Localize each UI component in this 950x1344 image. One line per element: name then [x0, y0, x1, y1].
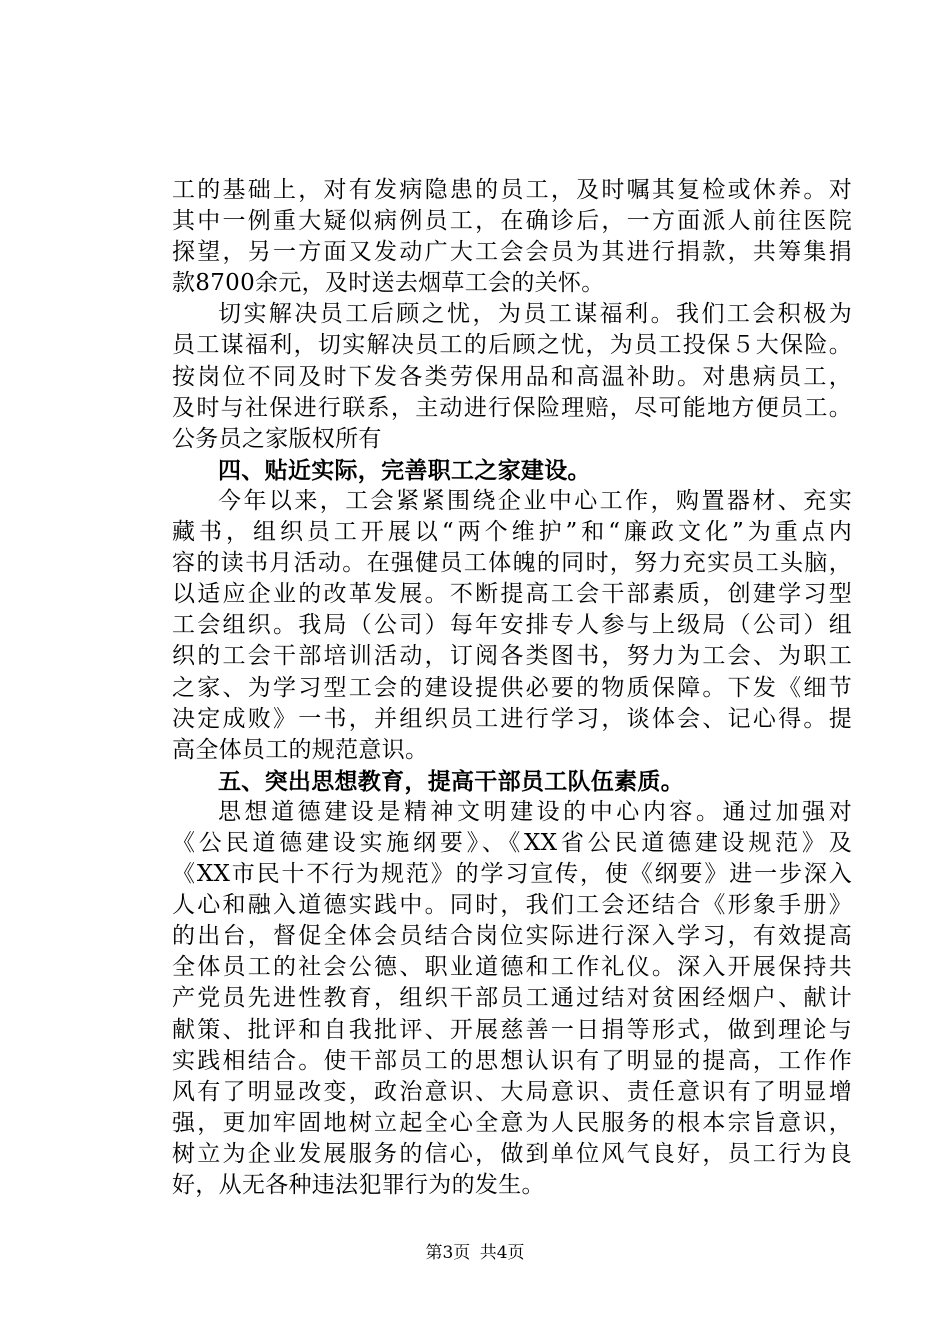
text-line: 《公民道德建设实施纲要》、《XX省公民道德建设规范》及 [172, 829, 852, 856]
text-line: 工的基础上，对有发病隐患的员工，及时嘱其复检或休养。对 [172, 177, 852, 203]
text-line: 及时与社保进行联系，主动进行保险理赔，尽可能地方便员工。 [172, 394, 852, 421]
text-line: 今年以来，工会紧紧围绕企业中心工作，购置器材、充实 [218, 487, 852, 514]
text-line: 以适应企业的改革发展。不断提高工会干部素质，创建学习型 [172, 581, 852, 608]
text-line: 全体员工的社会公德、职业道德和工作礼仪。深入开展保持共 [172, 954, 852, 981]
text-line: 强，更加牢固地树立起全心全意为人民服务的根本宗旨意识， [172, 1109, 852, 1136]
text-line: 人心和融入道德实践中。同时，我们工会还结合《形象手册》 [172, 892, 852, 919]
paragraph [172, 175, 852, 299]
text-line: 按岗位不同及时下发各类劳保用品和高温补助。对患病员工， [172, 363, 852, 390]
paragraph [172, 797, 852, 1201]
text-line: 四、贴近实际，完善职工之家建设。 [218, 456, 591, 484]
text-line: 好，从无各种违法犯罪行为的发生。 [172, 1172, 545, 1198]
text-line: 公务员之家版权所有 [172, 425, 382, 452]
text-line: 五、突出思想教育，提高干部员工队伍素质。 [218, 767, 684, 795]
text-line: 员工谋福利，切实解决员工的后顾之忧，为员工投保５大保险。 [172, 332, 852, 359]
text-line: 实践相结合。使干部员工的思想认识有了明显的提高，工作作 [172, 1047, 852, 1074]
text-line: 款8700余元，及时送去烟草工会的关怀。 [172, 270, 605, 297]
text-line: 《XX市民十不行为规范》的学习宣传，使《纲要》进一步深入 [172, 861, 852, 888]
paragraph [172, 299, 852, 454]
text-line: 之家、为学习型工会的建设提供必要的物质保障。下发《细节 [172, 674, 852, 701]
section-heading [172, 766, 852, 797]
text-line: 切实解决员工后顾之忧，为员工谋福利。我们工会积极为 [218, 301, 852, 328]
page-footer [0, 1243, 950, 1263]
text-line: 容的读书月活动。在强健员工体魄的同时，努力充实员工头脑， [172, 550, 852, 577]
section-heading [172, 455, 852, 486]
text-line: 风有了明显改变，政治意识、大局意识、责任意识有了明显增 [172, 1078, 852, 1105]
paragraph [172, 486, 852, 766]
text-line: 织的工会干部培训活动，订阅各类图书，努力为工会、为职工 [172, 643, 852, 670]
text-line: 决定成败》一书，并组织员工进行学习，谈体会、记心得。提 [172, 705, 852, 732]
text-line: 高全体员工的规范意识。 [172, 736, 429, 763]
document-body [172, 175, 852, 1201]
page-number: 第3页 [425, 1243, 471, 1263]
text-line: 工会组织。我局（公司）每年安排专人参与上级局（公司）组 [172, 612, 852, 639]
text-line: 其中一例重大疑似病例员工，在确诊后，一方面派人前往医院 [172, 208, 852, 235]
text-line: 的出台，督促全体会员结合岗位实际进行深入学习，有效提高 [172, 923, 852, 950]
text-line: 树立为企业发展服务的信心，做到单位风气良好，员工行为良 [172, 1140, 852, 1167]
page-total: 共4页 [479, 1243, 525, 1263]
text-line: 献策、批评和自我批评、开展慈善一日捐等形式，做到理论与 [172, 1016, 852, 1043]
text-line: 产党员先进性教育，组织干部员工通过结对贫困经烟户、献计 [172, 985, 852, 1012]
text-line: 藏书，组织员工开展以“两个维护”和“廉政文化”为重点内 [172, 519, 852, 546]
text-line: 思想道德建设是精神文明建设的中心内容。通过加强对 [218, 798, 852, 825]
text-line: 探望，另一方面又发动广大工会会员为其进行捐款，共筹集捐 [172, 239, 852, 266]
